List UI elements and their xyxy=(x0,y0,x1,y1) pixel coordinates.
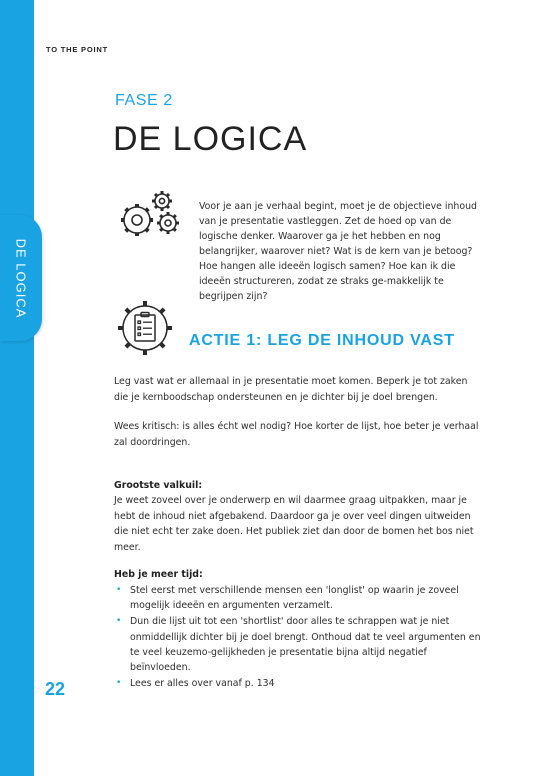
pitfall-heading: Grootste valkuil: xyxy=(114,480,203,491)
running-head: TO THE POINT xyxy=(46,45,108,54)
list-item: • Lees er alles over vanaf p. 134 xyxy=(114,676,488,691)
more-time-list xyxy=(114,583,488,692)
list-item: • Dun die lijst uit tot een 'shortlist' door alles te schrappen wat je niet onmiddellijk dichter bij je doel brengt. Onthoud dat te veel argumenten en te veel keuzemo-gelijkheden je presentatie bijna altijd negatief beïnvloeden. xyxy=(116,616,481,674)
side-color-bar xyxy=(0,0,34,776)
gears-icon xyxy=(113,188,185,248)
more-time-heading: Heb je meer tijd: xyxy=(114,569,203,580)
page-number: 22 xyxy=(45,679,66,699)
paragraph-content-scope: Leg vast wat er allemaal in je presentatie moet komen. Beperk je tot zaken die je kernboodschap ondersteunen en je dichter bij je doel brengen. xyxy=(114,376,468,403)
list-item: • Stel eerst met verschillende mensen een 'longlist' op waarin je zoveel mogelijk ideeën en argumenten verzamelt. xyxy=(116,585,459,612)
action-title: ACTIE 1: LEG DE INHOUD VAST xyxy=(189,332,455,349)
paragraph-be-critical: Wees kritisch: is alles écht wel nodig? Hoe korter de lijst, hoe beter je verhaal zal doordringen. xyxy=(114,421,479,448)
bullet-dot: • xyxy=(116,616,122,627)
bullet-dot: • xyxy=(116,585,122,595)
bullet-dot: • xyxy=(116,678,122,689)
phase-label: FASE 2 xyxy=(115,92,173,109)
intro-paragraph: Voor je aan je verhaal begint, moet je de objectieve inhoud van je presentatie vastleggen. Zet de hoed op van de logische denker. Waarover ga je het hebben en nog belangrijker, waarover niet? Wat is de kern van je betoog? Hoe hangen alle ideeën logisch samen? Hoe kan ik die ideeën structureren, zodat ze straks ge-makkelijk te begrijpen zijn? xyxy=(199,201,477,302)
checklist-icon xyxy=(112,297,178,359)
page-title: DE LOGICA xyxy=(113,120,308,158)
chapter-tab-label: DE LOGICA xyxy=(13,238,29,318)
pitfall-paragraph: Je weet zoveel over je onderwerp en wil daarmee graag uitpakken, maar je hebt de inhoud niet afgebakend. Daardoor ga je over veel dingen uitweiden die niet echt ter zake doen. Het publiek ziet dan door de bomen het bos niet meer. xyxy=(114,495,474,553)
